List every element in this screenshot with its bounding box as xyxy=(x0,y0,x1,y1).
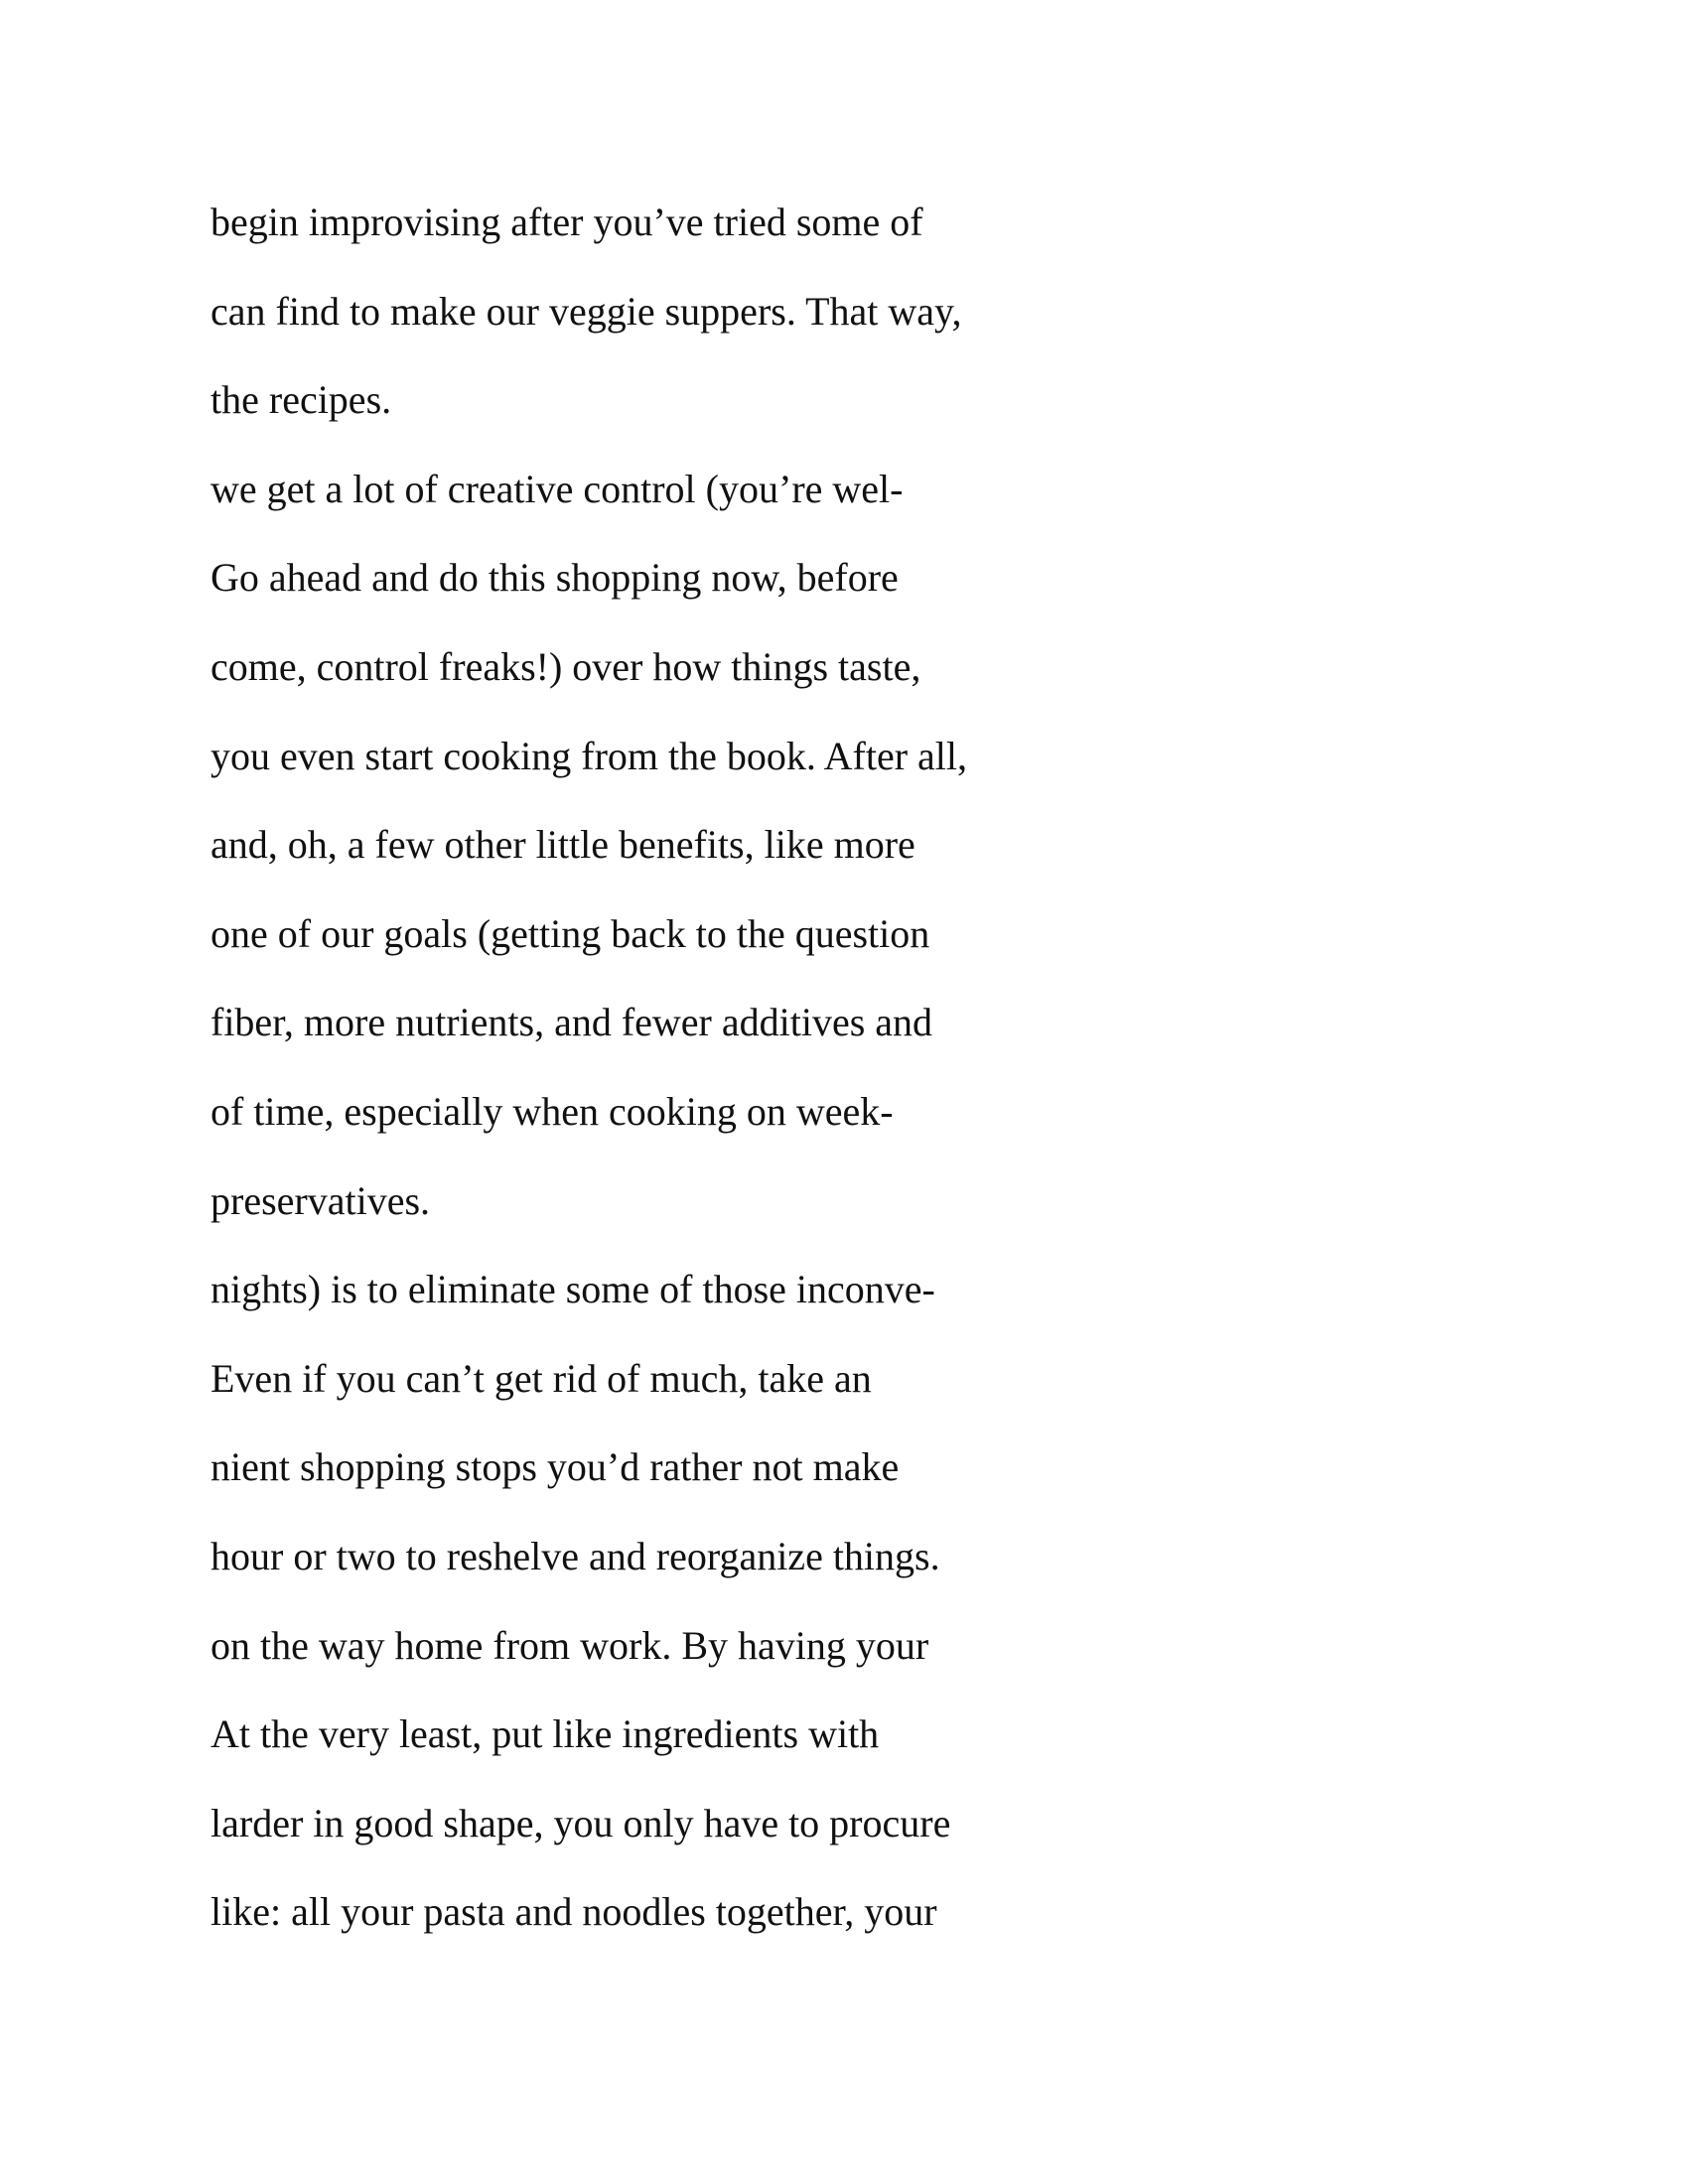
text-line: nights) is to eliminate some of those inconve- xyxy=(211,1267,935,1312)
text-line: we get a lot of creative control (you’re wel- xyxy=(211,466,904,511)
text-line: preservatives. xyxy=(211,1177,431,1223)
text-line: one of our goals (getting back to the question xyxy=(211,910,930,956)
text-line: the recipes. xyxy=(211,377,392,423)
text-line: you even start cooking from the book. After all, xyxy=(211,733,968,778)
text-line: begin improvising after you’ve tried some of xyxy=(211,200,923,244)
text-line: hour or two to reshelve and reorganize things. xyxy=(211,1533,940,1578)
text-line: At the very least, put like ingredients with xyxy=(211,1711,880,1757)
text-line: on the way home from work. By having your xyxy=(211,1622,929,1668)
text-line: larder in good shape, you only have to procure xyxy=(211,1800,951,1845)
text-line: and, oh, a few other little benefits, like more xyxy=(211,822,915,868)
text-line: come, control freaks!) over how things taste, xyxy=(211,643,921,689)
text-line: like: all your pasta and noodles together, your xyxy=(211,1889,937,1935)
body-text xyxy=(211,189,1501,1968)
text-line: Go ahead and do this shopping now, before xyxy=(211,555,899,601)
text-line: can find to make our veggie suppers. That way, xyxy=(211,288,962,334)
text-line: nient shopping stops you’d rather not make xyxy=(211,1444,900,1490)
text-line: fiber, more nutrients, and fewer additives and xyxy=(211,1000,933,1045)
text-line: of time, especially when cooking on week- xyxy=(211,1088,894,1134)
text-line: Even if you can’t get rid of much, take an xyxy=(211,1355,872,1401)
